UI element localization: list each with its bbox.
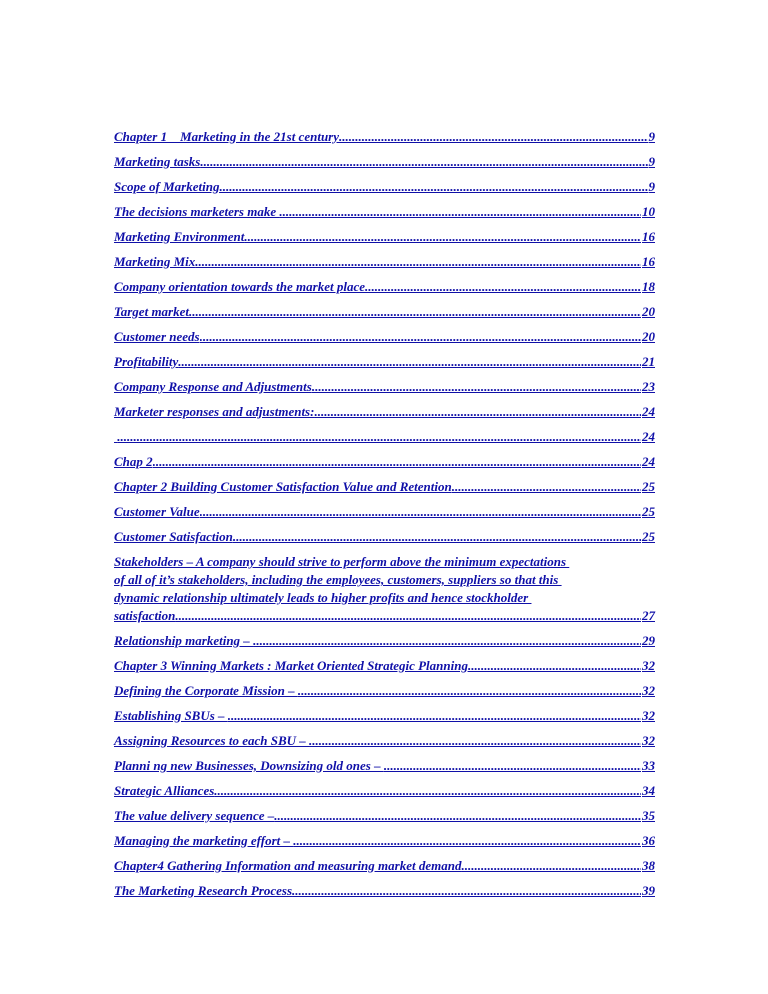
- toc-leader-dots: [200, 153, 647, 171]
- toc-entry-title: Chapter 1 Marketing in the 21st century: [114, 129, 339, 144]
- toc-leader-dots: [274, 807, 641, 825]
- toc-leader-dots: [298, 682, 641, 700]
- toc-entry[interactable]: [114, 253, 655, 271]
- toc-entry-title: Relationship marketing –: [114, 633, 254, 648]
- toc-entry-title: Strategic Alliances: [114, 783, 215, 798]
- toc-entry-page: 25: [642, 479, 655, 494]
- toc-entry[interactable]: [114, 632, 655, 650]
- toc-entry-title: Scope of Marketing: [114, 179, 220, 194]
- toc-leader-dots: [200, 328, 641, 346]
- toc-entry-page: 25: [642, 529, 655, 544]
- toc-leader-dots: [312, 378, 641, 396]
- toc-entry-title: Marketing Environment: [114, 229, 245, 244]
- toc-leader-dots: [253, 632, 641, 650]
- toc-leader-dots: [219, 178, 647, 196]
- toc-entry[interactable]: [114, 403, 655, 421]
- toc-entry-title: Chapter 2 Building Customer Satisfaction Value and Retention: [114, 479, 452, 494]
- toc-entry-page: 20: [642, 304, 655, 319]
- toc-entry-page: 21: [642, 354, 655, 369]
- toc-entry[interactable]: [114, 428, 655, 446]
- toc-entry-title: Managing the marketing effort –: [114, 833, 294, 848]
- toc-leader-dots: [292, 882, 641, 900]
- toc-entry-page: 24: [642, 454, 655, 469]
- toc-entry-title: Target market: [114, 304, 189, 319]
- toc-leader-dots: [468, 657, 641, 675]
- toc-entry-page: 32: [642, 683, 655, 698]
- toc-entry-title: The Marketing Research Process: [114, 883, 293, 898]
- toc-entry-page: 24: [642, 429, 655, 444]
- toc-entry-page: 9: [648, 154, 655, 169]
- toc-entry-title: Company Response and Adjustments: [114, 379, 312, 394]
- toc-entry[interactable]: [114, 682, 655, 700]
- toc-entry-title: Profitability: [114, 354, 179, 369]
- toc-leader-dots: [293, 832, 641, 850]
- toc-entry-title: Company orientation towards the market place: [114, 279, 365, 294]
- toc-entry[interactable]: [114, 278, 655, 296]
- toc-entry[interactable]: [114, 128, 655, 146]
- toc-entry-title: Defining the Corporate Mission –: [114, 683, 298, 698]
- toc-entry-title: Chap 2: [114, 454, 153, 469]
- toc-entry[interactable]: [114, 178, 655, 196]
- toc-leader-dots: [314, 403, 641, 421]
- toc-entry-page: 32: [642, 658, 655, 673]
- toc-leader-dots: [244, 228, 641, 246]
- toc-entry[interactable]: [114, 153, 655, 171]
- toc-entry-page: 39: [642, 883, 655, 898]
- toc-entry-page: 25: [642, 504, 655, 519]
- toc-leader-dots: [452, 478, 641, 496]
- toc-leader-dots: [175, 607, 641, 625]
- toc-leader-dots: [339, 128, 648, 146]
- toc-entry-page: 16: [642, 229, 655, 244]
- toc-entry[interactable]: [114, 328, 655, 346]
- toc-entry-page: 9: [648, 179, 655, 194]
- toc-entry-title: Customer Value: [114, 504, 200, 519]
- toc-entry[interactable]: [114, 732, 655, 750]
- toc-leader-dots: [384, 757, 641, 775]
- toc-entry-title: The decisions marketers make: [114, 204, 280, 219]
- toc-entry[interactable]: [114, 303, 655, 321]
- toc-entry-title: Assigning Resources to each SBU –: [114, 733, 310, 748]
- toc-leader-dots: [195, 253, 641, 271]
- toc-entry-title: Marketer responses and adjustments:: [114, 404, 315, 419]
- toc-leader-dots: [365, 278, 641, 296]
- toc-leader-dots: [153, 453, 641, 471]
- toc-entry-page: 27: [642, 608, 655, 623]
- toc-entry-page: 32: [642, 708, 655, 723]
- toc-entry-title: Establishing SBUs –: [114, 708, 228, 723]
- toc-leader-dots: [189, 303, 641, 321]
- toc-entry[interactable]: [114, 353, 655, 371]
- toc-entry-title-line: Stakeholders – A company should strive to perform above the minimum expectations: [114, 554, 570, 569]
- toc-entry[interactable]: [114, 882, 655, 900]
- toc-entry[interactable]: [114, 528, 655, 546]
- toc-entry-page: 35: [642, 808, 655, 823]
- toc-entry[interactable]: [114, 453, 655, 471]
- toc-entry[interactable]: [114, 478, 655, 496]
- toc-entry-title-line: satisfaction: [114, 608, 176, 623]
- toc-entry[interactable]: [114, 228, 655, 246]
- toc-entry[interactable]: [114, 707, 655, 725]
- toc-entry-page: 29: [642, 633, 655, 648]
- toc-entry-title: Customer Satisfaction: [114, 529, 233, 544]
- toc-entry[interactable]: [114, 657, 655, 675]
- toc-leader-dots: [228, 707, 641, 725]
- toc-leader-dots: [279, 203, 641, 221]
- toc-entry[interactable]: [114, 807, 655, 825]
- toc-entry-title: Marketing tasks: [114, 154, 201, 169]
- toc-entry-title: The value delivery sequence –: [114, 808, 275, 823]
- toc-entry-page: 24: [642, 404, 655, 419]
- toc-entry[interactable]: [114, 378, 655, 396]
- toc-entry-title-line: dynamic relationship ultimately leads to higher profits and hence stockholder: [114, 590, 532, 605]
- toc-entry-title: Chapter 3 Winning Markets : Market Oriented Strategic Planning: [114, 658, 468, 673]
- toc-entry[interactable]: [114, 782, 655, 800]
- toc-entry-stakeholders[interactable]: [114, 553, 655, 625]
- toc-entry-page: 18: [642, 279, 655, 294]
- toc-leader-dots: [309, 732, 641, 750]
- toc-leader-dots: [214, 782, 641, 800]
- toc-entry[interactable]: [114, 832, 655, 850]
- toc-entry-title: Customer needs: [114, 329, 200, 344]
- toc-entry-page: 32: [642, 733, 655, 748]
- toc-entry-title: Planni ng new Businesses, Downsizing old ones –: [114, 758, 384, 773]
- toc-entry-page: 20: [642, 329, 655, 344]
- toc-entry-title-line: of all of it’s stakeholders, including the employees, customers, suppliers so that this: [114, 572, 562, 587]
- toc-entry-page: 34: [642, 783, 655, 798]
- table-of-contents: [114, 128, 655, 907]
- toc-leader-dots: [461, 857, 641, 875]
- toc-entry-page: 10: [642, 204, 655, 219]
- toc-entry-page: 33: [642, 758, 655, 773]
- toc-entry-page: 36: [642, 833, 655, 848]
- toc-leader-dots: [200, 503, 641, 521]
- toc-leader-dots: [117, 428, 641, 446]
- toc-entry-page: 9: [648, 129, 655, 144]
- toc-entry-page: 16: [642, 254, 655, 269]
- toc-entry[interactable]: [114, 203, 655, 221]
- toc-entry-page: 38: [642, 858, 655, 873]
- toc-entry[interactable]: [114, 757, 655, 775]
- toc-entry-title: Chapter4 Gathering Information and measuring market demand: [114, 858, 462, 873]
- toc-entry[interactable]: [114, 503, 655, 521]
- toc-leader-dots: [233, 528, 641, 546]
- toc-entry-title: Marketing Mix: [114, 254, 196, 269]
- toc-entry[interactable]: [114, 857, 655, 875]
- toc-leader-dots: [178, 353, 641, 371]
- toc-entry-page: 23: [642, 379, 655, 394]
